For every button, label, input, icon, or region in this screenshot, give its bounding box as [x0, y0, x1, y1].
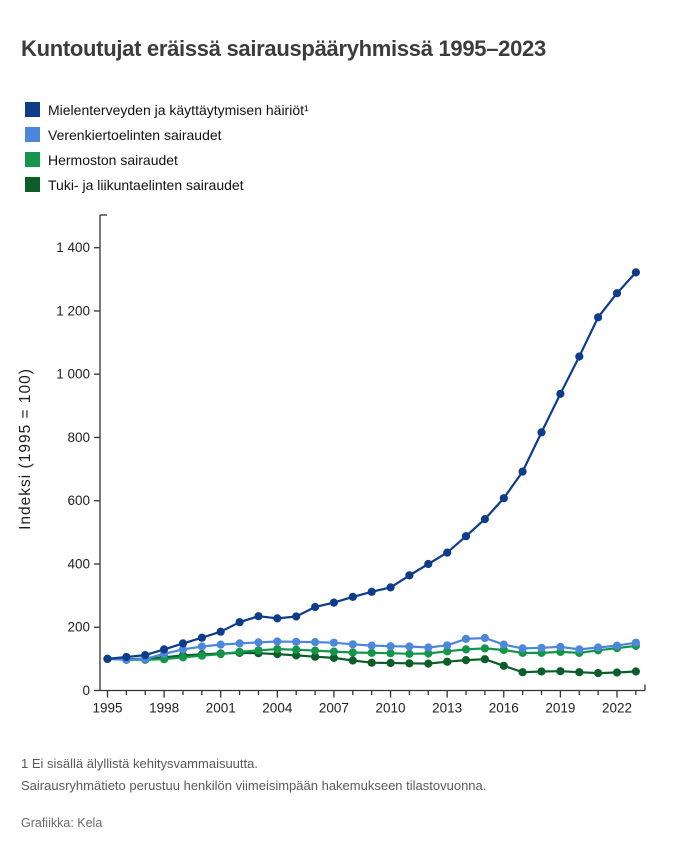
data-point — [405, 650, 413, 658]
data-point — [613, 642, 621, 650]
footnote-2: Sairausryhmätieto perustuu henkilön viimeisimpään hakemukseen tilastovuonna. — [21, 778, 487, 793]
data-point — [330, 648, 338, 656]
x-tick-label: 2016 — [488, 700, 519, 716]
data-point — [481, 515, 489, 523]
data-point — [500, 641, 508, 649]
data-point — [443, 641, 451, 649]
x-tick-group — [92, 691, 635, 716]
data-point — [405, 571, 413, 579]
data-point — [236, 639, 244, 647]
data-point — [481, 634, 489, 642]
x-tick-label: 2010 — [375, 700, 406, 716]
data-point — [292, 646, 300, 654]
data-point — [632, 667, 640, 675]
legend-item-3 — [25, 152, 309, 167]
data-point — [198, 642, 206, 650]
data-point — [311, 603, 319, 611]
data-point — [387, 659, 395, 667]
x-tick-label: 2001 — [205, 700, 236, 716]
data-point — [462, 645, 470, 653]
data-point — [387, 649, 395, 657]
data-point — [537, 667, 545, 675]
data-point — [613, 668, 621, 676]
legend-label: Mielenterveyden ja käyttäytymisen häiriöt¹ — [48, 101, 309, 118]
data-point — [368, 588, 376, 596]
data-point — [613, 289, 621, 297]
legend-label: Verenkiertoelinten sairaudet — [48, 126, 222, 143]
data-point — [575, 668, 583, 676]
data-point — [387, 642, 395, 650]
data-point — [462, 656, 470, 664]
data-point — [273, 614, 281, 622]
legend-swatch-icon — [25, 152, 40, 167]
data-point — [575, 645, 583, 653]
data-point — [405, 642, 413, 650]
data-point — [330, 599, 338, 607]
x-tick-label: 2007 — [318, 700, 349, 716]
data-point — [349, 656, 357, 664]
data-point — [198, 634, 206, 642]
data-point — [519, 468, 527, 476]
data-point — [462, 532, 470, 540]
footnote-1: 1 Ei sisällä älyllistä kehitysvammaisuutta. — [21, 756, 258, 771]
data-point — [311, 647, 319, 655]
y-tick-label: 1 000 — [56, 366, 90, 382]
data-point — [292, 612, 300, 620]
data-point — [424, 660, 432, 668]
legend-label: Hermoston sairaudet — [48, 151, 178, 168]
data-point — [387, 583, 395, 591]
data-point — [500, 494, 508, 502]
data-point — [368, 659, 376, 667]
footnotes — [21, 753, 486, 797]
data-point — [556, 643, 564, 651]
y-tick-label: 800 — [67, 429, 90, 445]
data-point — [236, 618, 244, 626]
x-tick-label: 2004 — [262, 700, 293, 716]
data-point — [273, 637, 281, 645]
data-point — [122, 653, 130, 661]
x-tick-label: 2022 — [601, 700, 633, 716]
y-tick-label: 1 200 — [56, 303, 90, 319]
data-point — [594, 643, 602, 651]
legend-item-2 — [25, 127, 309, 142]
data-point — [481, 655, 489, 663]
x-tick-label: 2019 — [545, 700, 576, 716]
data-point — [462, 635, 470, 643]
data-point — [481, 644, 489, 652]
data-point — [198, 652, 206, 660]
data-point — [179, 653, 187, 661]
data-point — [632, 268, 640, 276]
legend-item-1 — [25, 102, 309, 117]
data-point — [141, 651, 149, 659]
data-point — [405, 659, 413, 667]
y-tick-label: 0 — [82, 683, 90, 698]
x-tick-label: 1995 — [92, 700, 123, 716]
x-tick-label: 2013 — [432, 700, 463, 716]
data-point — [556, 390, 564, 398]
x-tick-label: 1998 — [149, 700, 180, 716]
data-point — [368, 642, 376, 650]
y-tick-label: 600 — [67, 493, 90, 509]
axes — [100, 215, 645, 691]
legend-swatch-icon — [25, 102, 40, 117]
data-point — [594, 313, 602, 321]
data-point — [537, 428, 545, 436]
data-point — [103, 655, 111, 663]
y-tick-label: 200 — [67, 619, 90, 635]
data-point — [217, 641, 225, 649]
y-tick-label: 400 — [67, 556, 90, 572]
y-tick-group — [56, 240, 100, 698]
data-point — [217, 628, 225, 636]
data-point — [632, 639, 640, 647]
legend-swatch-icon — [25, 127, 40, 142]
data-point — [575, 352, 583, 360]
data-point — [330, 639, 338, 647]
legend-item-4 — [25, 177, 309, 192]
data-point — [519, 644, 527, 652]
data-point — [254, 612, 262, 620]
credit: Grafiikka: Kela — [21, 816, 103, 830]
series-line — [108, 272, 636, 659]
data-point — [311, 638, 319, 646]
data-point — [349, 648, 357, 656]
data-point — [443, 549, 451, 557]
page-title: Kuntoutujat eräissä sairauspääryhmissä 1995–2023 — [21, 36, 546, 61]
data-point — [519, 668, 527, 676]
line-chart — [0, 200, 696, 740]
legend-label: Tuki- ja liikuntaelinten sairaudet — [48, 176, 244, 193]
data-point — [273, 645, 281, 653]
y-axis-title: Indeksi (1995 = 100) — [17, 368, 34, 530]
series-1 — [103, 268, 640, 663]
legend-swatch-icon — [25, 177, 40, 192]
data-point — [179, 639, 187, 647]
data-point — [424, 560, 432, 568]
data-point — [254, 646, 262, 654]
data-point — [254, 638, 262, 646]
data-point — [349, 640, 357, 648]
data-point — [500, 662, 508, 670]
legend — [25, 102, 309, 192]
y-tick-label: 1 400 — [56, 240, 90, 256]
data-point — [292, 638, 300, 646]
data-point — [236, 648, 244, 656]
data-point — [594, 669, 602, 677]
data-point — [556, 667, 564, 675]
data-point — [537, 644, 545, 652]
data-point — [217, 650, 225, 658]
data-point — [368, 649, 376, 657]
data-point — [424, 643, 432, 651]
data-point — [443, 658, 451, 666]
data-point — [349, 593, 357, 601]
data-point — [160, 645, 168, 653]
